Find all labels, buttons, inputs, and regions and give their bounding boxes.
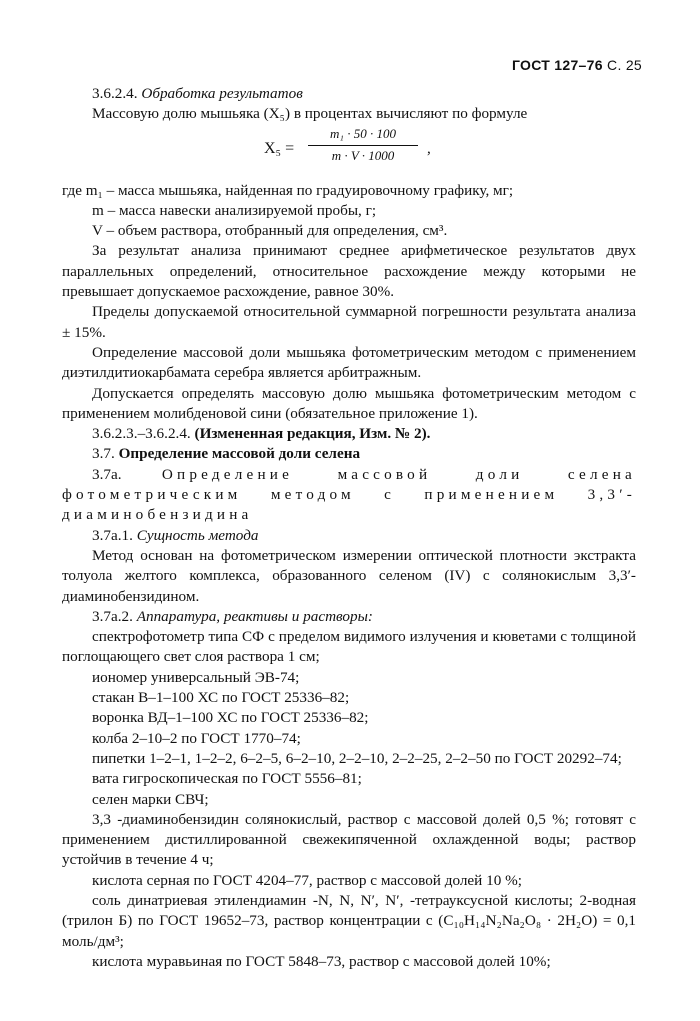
document-body [62, 84, 636, 972]
formula-tail: , [427, 139, 431, 157]
paragraph: Массовую долю мышьяка (X₅) в процентах вычисляют по формуле [92, 105, 528, 123]
paragraph: Допускается определять массовую долю мышьяка фотометрическим методом с применением молибденовой сини (обязательное приложение 1). [62, 384, 636, 422]
list-item: вата гигроскопическая по ГОСТ 5556–81; [92, 770, 362, 788]
definition-line: где m₁ – масса мышьяка, найденная по градуировочному графику, мг; [62, 181, 514, 199]
formula-denominator: m · V · 1000 [331, 147, 395, 163]
definition-line: m – масса навески анализируемой пробы, г; [92, 201, 377, 219]
list-item: кислота серная по ГОСТ 4204–77, раствор с массовой долей 10 %; [92, 871, 522, 889]
list-item: иономер универсальный ЭВ-74; [92, 668, 300, 686]
list-item: воронка ВД–1–100 ХС по ГОСТ 25336–82; [92, 709, 369, 727]
section-heading: 3.7. Определение массовой доли селена [92, 445, 361, 463]
list-item: колба 2–10–2 по ГОСТ 1770–74; [92, 729, 301, 747]
page-number: С. 25 [607, 57, 642, 73]
section-heading: 3.7а.1. Сущность метода [92, 526, 259, 544]
page-header [512, 57, 642, 73]
paragraph: За результат анализа принимают среднее арифметическое результатов двух параллельных определений, относительное расхождение между которыми не превышает допускаемое расхождение, равное 30%. [62, 242, 636, 301]
paragraph: Метод основан на фотометрическом измерении оптической плотности экстракта толуола желтого комплекса, образованного селеном (IV) с солянокислым 3,3′-диаминобензидином. [62, 546, 636, 605]
list-item: стакан В–1–100 ХС по ГОСТ 25336–82; [92, 689, 350, 707]
amendment-note: 3.6.2.3.–3.6.2.4. (Измененная редакция, Изм. № 2). [92, 425, 431, 443]
list-item: 3,3 -диаминобензидин солянокислый, раствор с массовой долей 0,5 %; готовят с применением дистиллированной свежекипяченной охлажденной воды; раствор устойчив в течение 4 ч; [62, 810, 636, 869]
list-item: соль динатриевая этилендиамин -N, N, N′, N′, -тетрауксусной кислоты; 2-водная (трилон Б) по ГОСТ 19652–73, раствор концентрации с (C₁₀H₁₄N₂Na₂O₈ · 2H₂O) = 0,1 моль/дм³; [62, 891, 636, 950]
standard-number: ГОСТ 127–76 [511, 57, 603, 73]
definition-line: V – объем раствора, отобранный для определения, см³. [92, 222, 448, 240]
formula-lhs: X₅ = [264, 139, 295, 157]
section-heading: 3.7а. Определение массовой доли селена фотометрическим методом с применением 3,3′-диаминобензидина [62, 465, 636, 524]
formula-numerator: m₁ · 50 · 100 [308, 125, 418, 146]
formula-fraction [308, 125, 418, 166]
list-item: пипетки 1–2–1, 1–2–2, 6–2–5, 6–2–10, 2–2–10, 2–2–25, 2–2–50 по ГОСТ 20292–74; [92, 749, 622, 767]
list-item: кислота муравьиная по ГОСТ 5848–73, раствор с массовой долей 10%; [92, 952, 551, 970]
list-item: спектрофотометр типа СФ с пределом видимого излучения и кюветами с толщиной поглощающего свет слоя раствора 1 см; [62, 628, 636, 666]
paragraph: Определение массовой доли мышьяка фотометрическим методом с применением диэтилдитиокарбамата серебра является арбитражным. [62, 343, 636, 382]
section-heading: 3.6.2.4. Обработка результатов [92, 85, 303, 102]
formula [62, 125, 636, 181]
section-heading: 3.7а.2. Аппаратура, реактивы и растворы: [92, 607, 373, 625]
list-item: селен марки СВЧ; [92, 790, 209, 808]
paragraph: Пределы допускаемой относительной суммарной погрешности результата анализа ± 15%. [62, 303, 636, 341]
